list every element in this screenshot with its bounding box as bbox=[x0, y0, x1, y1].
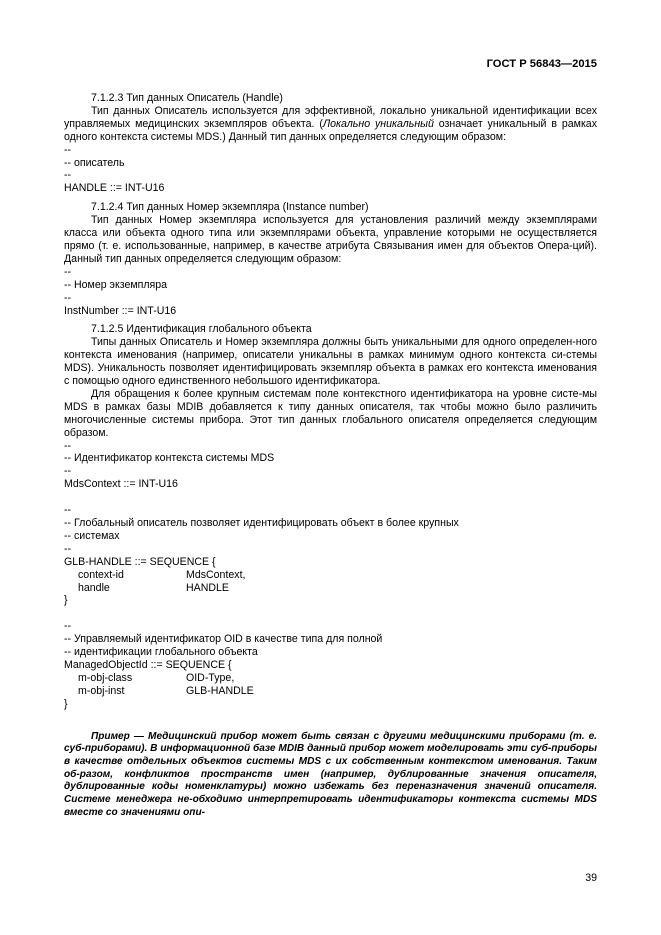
code-line: } bbox=[64, 594, 68, 607]
sequence-field bbox=[64, 672, 597, 685]
code-line: -- системах bbox=[64, 529, 120, 542]
section-heading-handle: 7.1.2.3 Тип данных Описатель (Handle) bbox=[91, 92, 283, 104]
code-line: -- bbox=[64, 465, 72, 478]
sequence-field bbox=[64, 685, 597, 698]
italic-term: Локально уникальный bbox=[322, 117, 434, 130]
field-name: m-obj-inst bbox=[78, 684, 125, 697]
field-type: HANDLE bbox=[186, 581, 229, 594]
code-line: -- bbox=[64, 265, 72, 278]
code-line: -- Глобальный описатель позволяет идентифицировать объект в более крупных bbox=[64, 516, 459, 529]
field-name: context-id bbox=[78, 568, 124, 581]
field-type: GLB-HANDLE bbox=[186, 684, 254, 697]
sequence-field bbox=[64, 582, 597, 595]
code-line: -- Управляемый идентификатор OID в качестве типа для полной bbox=[64, 633, 383, 646]
section-heading-instance-number: 7.1.2.4 Тип данных Номер экземпляра (Instance number) bbox=[91, 201, 369, 214]
code-line: -- bbox=[64, 143, 72, 156]
sequence-field bbox=[64, 569, 597, 582]
code-line: -- описатель bbox=[64, 156, 125, 169]
code-line: MdsContext ::= INT-U16 bbox=[64, 478, 178, 491]
code-line: -- bbox=[64, 439, 72, 452]
code-line: ManagedObjectId ::= SEQUENCE { bbox=[64, 658, 232, 671]
code-line: InstNumber ::= INT-U16 bbox=[64, 304, 177, 317]
code-line: -- идентификации глобального объекта bbox=[64, 646, 258, 659]
code-line: -- Идентификатор контекста системы MDS bbox=[64, 452, 275, 465]
field-type: MdsContext, bbox=[186, 568, 246, 581]
paragraph-global-object-2: Для обращения к более крупным системам поле контекстного идентификатора на уровне систе-мы MDS в рамках базы MDIB добавляется к типу данных описателя, так чтобы можно было различить многочисленные системы прибора. Этот тип данных глобального описателя определяется следующим образом. bbox=[64, 387, 597, 439]
section-heading-global-object: 7.1.2.5 Идентификация глобального объекта bbox=[91, 323, 312, 336]
field-name: m-obj-class bbox=[78, 671, 133, 684]
field-type: OID-Type, bbox=[186, 671, 235, 684]
code-line: -- bbox=[64, 620, 72, 633]
document-id: ГОСТ Р 56843—2015 bbox=[486, 58, 597, 70]
example-note: Пример — Медицинский прибор может быть связан с другими медицинскими приборами (т. е. суб-приборами). В информационной базе MDIB данный прибор может моделировать эти суб-приборы в качестве отдельных объектов системы MDS с их собственным контекстом именования. Таким об-разом, конфликтов пространств имен (например, дублированные значения описателя, дублированные коды номенклатуры) можно избежать без переназначения значений описателя. Системе менеджера не-обходимо интерпретировать идентификаторы контекста системы MDS вместе со значениями опи- bbox=[64, 730, 597, 818]
code-line: -- bbox=[64, 504, 72, 517]
code-line: } bbox=[64, 697, 68, 710]
paragraph-instance-number: Тип данных Номер экземпляра используется для установления различий между экземплярами класса или объекта одного типа или экземплярами объекта, управление которыми не осуществляется прямо (т. е. использованные, например, в качестве атрибута Связывания имен для объектов Опера-ций). Данный тип данных определяется следующим образом: bbox=[64, 214, 597, 265]
code-line: GLB-HANDLE ::= SEQUENCE { bbox=[64, 555, 216, 568]
code-line: HANDLE ::= INT-U16 bbox=[64, 182, 165, 195]
document-body bbox=[64, 92, 597, 819]
code-line: -- bbox=[64, 542, 72, 555]
code-line: -- bbox=[64, 291, 72, 304]
paragraph-global-object-1: Типы данных Описатель и Номер экземпляра должны быть уникальными для одного определен-ного контекста именования (например, описатели уникальны в рамках минимум одного контекста си-стемы MDS). Уникальность позволяет идентифицировать экземпляр объекта в рамках его контекста именования с помощью одного единственного небольшого идентификатора. bbox=[64, 336, 597, 388]
code-line: -- Номер экземпляра bbox=[64, 278, 168, 291]
field-name: handle bbox=[78, 581, 110, 594]
paragraph-handle: Тип данных Описатель используется для эффективной, локально уникальной идентификации всех управляемых медицинских экземпляров объекта. (Локально уникальный означает уникальный в рамках одного контекста системы MDS.) Данный тип данных определяется следующим образом: bbox=[64, 104, 597, 143]
page-number: 39 bbox=[585, 872, 597, 884]
code-line: -- bbox=[64, 169, 72, 182]
